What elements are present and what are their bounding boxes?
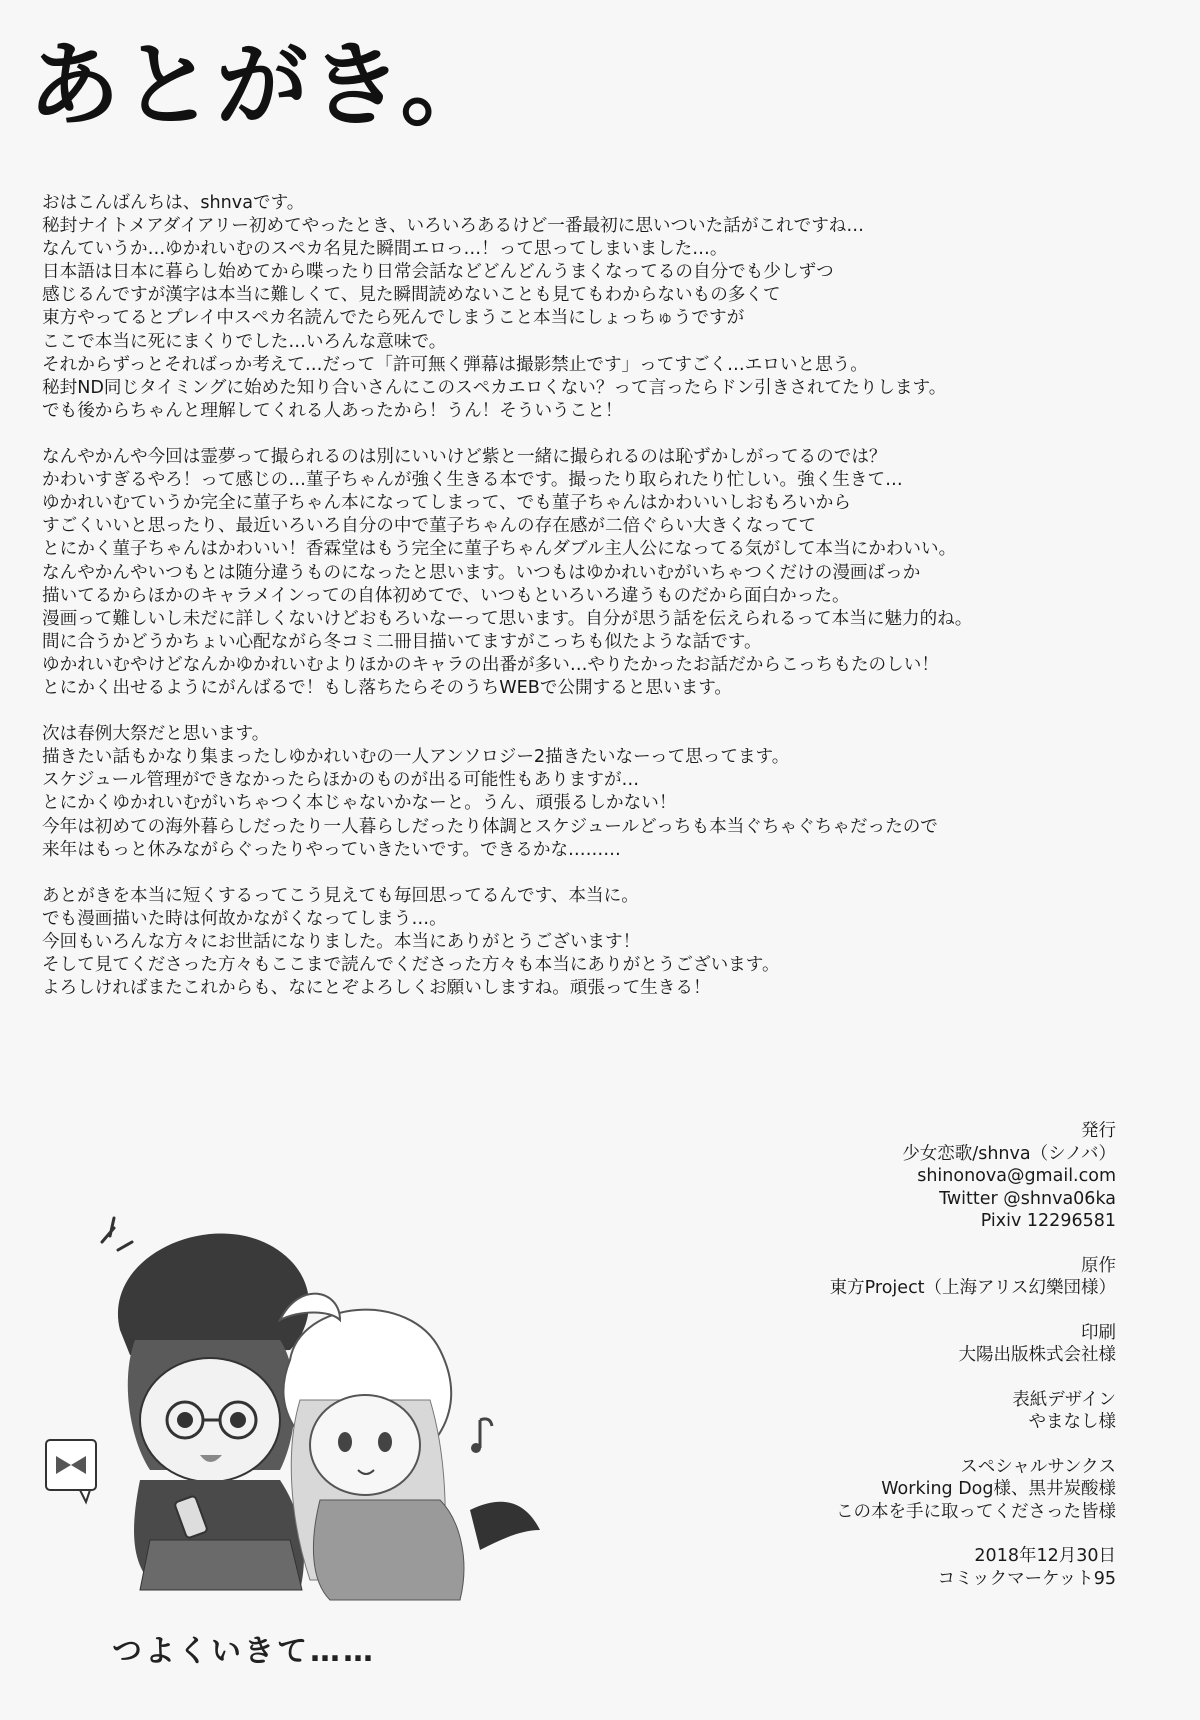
text-line: とにかく菫子ちゃんはかわいい！香霖堂はもう完全に菫子ちゃんダブル主人公になってる気がして本当にかわいい。 (42, 539, 957, 560)
text-line: でも後からちゃんと理解してくれる人あったから！うん！そういうこと！ (42, 400, 623, 421)
text-line: あとがきを本当に短くするってこう見えても毎回思ってるんです、本当に。 (42, 885, 639, 906)
text-line: よろしければまたこれからも、なにとぞよろしくお願いしますね。頑張って生きる！ (42, 978, 711, 999)
colophon-block (696, 1456, 1116, 1524)
colophon-heading: 発行 (1081, 1121, 1116, 1141)
colophon-value: Pixiv 12296581 (980, 1211, 1116, 1231)
text-line: 間に合うかどうかちょい心配ながら冬コミ二冊目描いてますがこっちも似たような話です。 (42, 631, 762, 652)
colophon (696, 1120, 1116, 1612)
colophon-value: やまなし様 (1028, 1412, 1116, 1432)
text-line: それからずっとそればっか考えて…だって「許可無く弾幕は撮影禁止です」ってすごく…エロいと思う。 (42, 354, 868, 375)
afterword-body (42, 192, 1152, 1023)
colophon-heading: スペシャルサンクス (960, 1456, 1116, 1477)
text-line: なんていうか…ゆかれいむのスペカ名見た瞬間エロっ…！って思ってしまいました…。 (42, 239, 728, 260)
colophon-block (696, 1255, 1116, 1300)
colophon-value: 大陽出版株式会社様 (958, 1345, 1116, 1365)
colophon-block (696, 1322, 1116, 1367)
colophon-value: Twitter @shnva06ka (939, 1188, 1116, 1209)
text-line: 秘封ナイトメアダイアリー初めてやったとき、いろいろあるけど一番最初に思いついた話がこれですね… (42, 216, 864, 237)
text-line: 東方やってるとプレイ中スペカ名読んでたら死んでしまうこと本当にしょっちゅうですが (42, 308, 745, 329)
text-line: おはこんばんちは、shnvaです。 (42, 193, 305, 213)
text-line: 秘封ND同じタイミングに始めた知り合いさんにこのスペカエロくない？って言ったらドン引きされてたりします。 (42, 377, 947, 398)
text-line: とにかくゆかれいむがいちゃつく本じゃないかなーと。うん、頑張るしかない！ (42, 793, 677, 814)
text-line: ゆかれいむやけどなんかゆかれいむよりほかのキャラの出番が多い…やりたかったお話だからこっちもたのしい！ (42, 654, 939, 675)
text-line: 日本語は日本に暮らし始めてから喋ったり日常会話などどんどんうまくなってるの自分でも少しずつ (42, 262, 834, 283)
colophon-value: shinonova@gmail.com (917, 1166, 1116, 1186)
text-line: すごくいいと思ったり、最近いろいろ自分の中で菫子ちゃんの存在感が二倍ぐらい大きくなってて (42, 516, 817, 537)
illustration-caption: つよくいきて…… (112, 1634, 376, 1669)
colophon-heading: 表紙デザイン (1012, 1389, 1116, 1410)
text-line: ここで本当に死にまくりでした…いろんな意味で。 (42, 331, 447, 352)
text-line: とにかく出せるようにがんばるで！もし落ちたらそのうちWEBで公開すると思います。 (42, 677, 732, 698)
text-line: 漫画って難しいし未だに詳しくないけどおもろいなーって思います。自分が思う話を伝えられるって本当に魅力的ね。 (42, 608, 973, 629)
text-line: 感じるんですが漢字は本当に難しくて、見た瞬間読めないことも見てもわからないもの多くて (42, 285, 781, 306)
text-line: スケジュール管理ができなかったらほかのものが出る可能性もありますが… (42, 770, 640, 791)
text-line: なんやかんやいつもとは随分違うものになったと思います。いつもはゆかれいむがいちゃつくだけの漫画ばっか (42, 562, 921, 583)
colophon-block (696, 1389, 1116, 1434)
colophon-value: コミックマーケット95 (937, 1568, 1116, 1589)
colophon-value: 東方Project（上海アリス幻樂団様） (829, 1278, 1116, 1298)
colophon-block (696, 1120, 1116, 1233)
text-line: 描きたい話もかなり集まったしゆかれいむの一人アンソロジー2描きたいなーって思ってます。 (42, 747, 790, 768)
text-line: そして見てくださった方々もここまで読んでくださった方々も本当にありがとうございます。 (42, 955, 780, 976)
paragraph (42, 446, 1152, 700)
colophon-block (696, 1545, 1116, 1590)
chibi-illustration (40, 1180, 600, 1610)
text-line: 今年は初めての海外暮らしだったり一人暮らしだったり体調とスケジュールどっちも本当ぐちゃぐちゃだったので (42, 816, 938, 837)
paragraph (42, 723, 1152, 862)
colophon-value: Working Dog様、黒井炭酸様 (881, 1479, 1116, 1499)
text-line: 今回もいろんな方々にお世話になりました。本当にありがとうございます！ (42, 932, 641, 952)
colophon-value: 2018年12月30日 (974, 1546, 1116, 1566)
text-line: 次は春例大祭だと思います。 (42, 724, 270, 745)
text-line: 描いてるからほかのキャラメインっての自体初めてで、いつもといろいろ違うものだから面白かった。 (42, 585, 850, 606)
colophon-value: 少女恋歌/shnva（シノバ） (902, 1143, 1116, 1164)
paragraph (42, 192, 1152, 423)
text-line: かわいすぎるやろ！って感じの…菫子ちゃんが強く生きる本です。撮ったり取られたり忙しい。強く生きて… (42, 470, 903, 491)
colophon-value: この本を手に取ってくださった皆様 (836, 1501, 1116, 1522)
colophon-heading: 原作 (1081, 1255, 1116, 1276)
text-line: なんやかんや今回は霊夢って撮られるのは別にいいけど紫と一緒に撮られるのは恥ずかしがってるのでは？ (42, 447, 887, 468)
text-line: ゆかれいむていうか完全に菫子ちゃん本になってしまって、でも菫子ちゃんはかわいいしおもろいから (42, 493, 851, 514)
colophon-heading: 印刷 (1081, 1322, 1116, 1343)
page-title: あとがき。 (28, 32, 495, 139)
text-line: でも漫画描いた時は何故かながくなってしまう…。 (42, 908, 447, 929)
text-line: 来年はもっと休みながらぐったりやっていきたいです。できるかな……… (42, 839, 621, 860)
paragraph (42, 885, 1152, 1000)
